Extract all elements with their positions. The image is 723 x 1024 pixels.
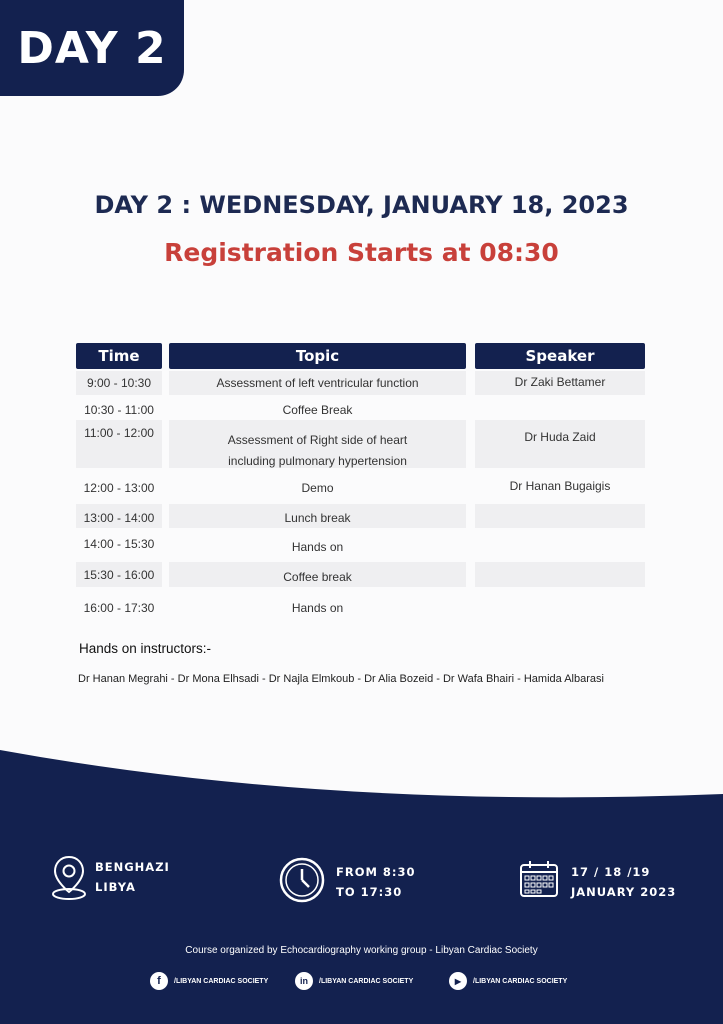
schedule-time: 16:00 - 17:30 [83,601,155,615]
schedule-speaker: Dr Hanan Bugaigis [509,479,611,493]
social-linkedin[interactable] [295,972,413,990]
schedule-topic-line2: including pulmonary hypertension [228,454,407,468]
schedule-speaker: Dr Zaki Bettamer [475,371,645,395]
date-month: JANUARY 2023 [571,885,677,899]
header-topic: Topic [169,343,466,369]
time-from: FROM 8:30 [336,865,416,879]
page-title: DAY 2 : WEDNESDAY, JANUARY 18, 2023 [94,191,629,219]
schedule-topic: Hands on [291,601,344,615]
day-badge [0,0,184,96]
time-info [336,862,416,902]
youtube-icon: ▶ [449,972,467,990]
calendar-icon [518,858,560,900]
registration-note: Registration Starts at 08:30 [164,238,559,267]
schedule-topic: Hands on [291,540,344,554]
social-label: /LIBYAN CARDIAC SOCIETY [473,977,568,985]
facebook-icon: f [150,972,168,990]
schedule-speaker [475,562,645,587]
date-info [571,862,676,902]
instructors-title: Hands on instructors:- [79,641,212,656]
instructors-list: Dr Hanan Megrahi - Dr Mona Elhsadi - Dr Najla Elmkoub - Dr Alia Bozeid - Dr Wafa Bhairi - Hamida Albarasi [78,673,604,685]
header-time: Time [76,343,162,369]
schedule-topic-line1: Assessment of Right side of heart [227,433,408,447]
linkedin-icon: in [295,972,313,990]
date-days: 17 / 18 /19 [571,865,651,879]
location-city: BENGHAZI [95,860,170,874]
schedule-topic: Demo [301,481,334,495]
location-country: LIBYA [95,880,136,894]
organizer-note: Course organized by Echocardiography working group - Libyan Cardiac Society [185,945,538,956]
schedule-topic: Coffee Break [282,403,353,417]
social-label: /LIBYAN CARDIAC SOCIETY [319,977,414,985]
schedule-time: 10:30 - 11:00 [84,403,154,417]
schedule-topic: Lunch break [169,504,466,528]
day-badge-label: DAY 2 [17,22,167,74]
time-to: TO 17:30 [336,885,403,899]
schedule-topic: Coffee break [169,562,466,587]
clock-icon [278,856,326,904]
schedule-time: 13:00 - 14:00 [76,504,162,528]
social-youtube[interactable] [449,972,567,990]
location-pin-icon [50,854,88,902]
schedule-time: 14:00 - 15:30 [83,537,155,551]
schedule-time: 15:30 - 16:00 [76,562,162,587]
schedule-topic: Assessment of left ventricular function [169,371,466,395]
header-speaker: Speaker [475,343,645,369]
social-label: /LIBYAN CARDIAC SOCIETY [174,977,269,985]
schedule-time: 11:00 - 12:00 [76,420,162,468]
schedule-speaker: Dr Huda Zaid [475,420,645,468]
schedule-time: 9:00 - 10:30 [76,371,162,395]
location-info [95,857,170,897]
social-facebook[interactable] [150,972,268,990]
schedule-topic [169,420,466,468]
schedule-time: 12:00 - 13:00 [83,481,155,495]
schedule-speaker [475,504,645,528]
